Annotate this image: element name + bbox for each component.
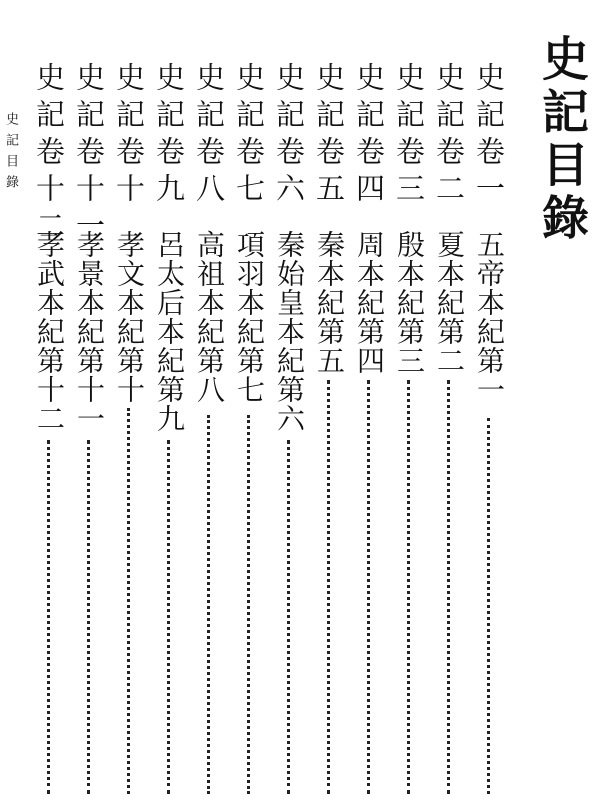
volume-label: 史記卷九 xyxy=(152,62,186,210)
dot-leader xyxy=(207,415,210,794)
volume-label: 史記卷三 xyxy=(392,62,426,210)
volume-label: 史記卷一 xyxy=(472,62,506,210)
chapter-title: 秦本紀第五 xyxy=(313,230,346,375)
chapter-title: 殷本紀第三 xyxy=(393,230,426,375)
dot-leader xyxy=(407,380,410,794)
dot-leader xyxy=(327,380,330,794)
dot-leader xyxy=(247,415,250,794)
chapter-title: 五帝本紀第一 xyxy=(473,230,506,404)
chapter-title: 孝景本紀第十一 xyxy=(73,230,106,433)
volume-label: 史記卷二 xyxy=(432,62,466,210)
volume-label: 史記卷四 xyxy=(352,62,386,210)
chapter-title: 周本紀第四 xyxy=(353,230,386,375)
chapter-title: 夏本紀第二 xyxy=(433,230,466,375)
chapter-title: 呂太后本紀第九 xyxy=(153,230,186,433)
volume-label: 史記卷五 xyxy=(312,62,346,210)
dot-leader xyxy=(87,440,90,794)
dot-leader xyxy=(367,380,370,794)
dot-leader xyxy=(127,408,130,794)
volume-label: 史記卷十二 xyxy=(32,62,66,247)
dot-leader xyxy=(167,440,170,794)
dot-leader xyxy=(447,380,450,794)
volume-label: 史記卷八 xyxy=(192,62,226,210)
page-title: 史記目錄 xyxy=(534,34,589,246)
chapter-title: 高祖本紀第八 xyxy=(193,230,226,404)
running-header: 史記目錄 xyxy=(3,112,18,196)
chapter-title: 孝武本紀第十二 xyxy=(33,230,66,433)
dot-leader xyxy=(47,440,50,794)
volume-label: 史記卷十 xyxy=(112,62,146,210)
chapter-title: 項羽本紀第七 xyxy=(233,230,266,404)
volume-label: 史記卷七 xyxy=(232,62,266,210)
dot-leader xyxy=(287,440,290,794)
volume-label: 史記卷十一 xyxy=(72,62,106,247)
chapter-title: 孝文本紀第十 xyxy=(113,230,146,404)
dot-leader xyxy=(487,418,490,794)
chapter-title: 秦始皇本紀第六 xyxy=(273,230,306,433)
volume-label: 史記卷六 xyxy=(272,62,306,210)
